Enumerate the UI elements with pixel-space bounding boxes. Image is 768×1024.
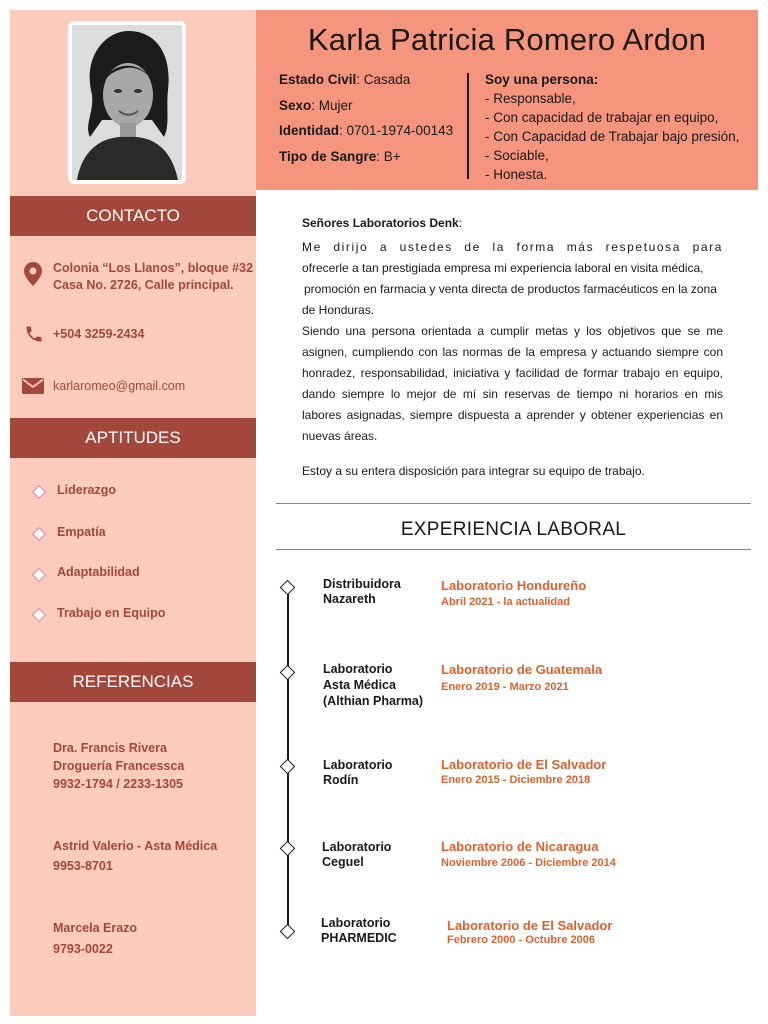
cover-letter	[302, 213, 723, 482]
letter-greeting	[302, 213, 723, 234]
diamond-node-icon	[280, 665, 296, 681]
divider-bottom	[276, 549, 751, 550]
experience-period: Abril 2021 - la actualidad	[441, 596, 570, 608]
referencias-header	[10, 662, 256, 702]
address-text	[53, 260, 253, 294]
experience-company	[323, 758, 392, 788]
trait-item: - Responsable,	[485, 91, 576, 106]
company-line: Nazareth	[323, 592, 376, 606]
profile-photo-frame	[68, 21, 186, 184]
diamond-node-icon	[280, 580, 296, 596]
diamond-node-icon	[280, 924, 296, 940]
phone-icon	[24, 324, 44, 344]
envelope-icon	[22, 378, 44, 394]
reference-phone: 9932-1794 / 2233-1305	[53, 777, 183, 791]
diamond-node-icon	[280, 841, 296, 857]
reference-phone: 9793-0022	[53, 942, 113, 956]
trait-item: - Con Capacidad de Trabajar bajo presión,	[485, 129, 740, 144]
identidad-value: : 0701-1974-00143	[339, 123, 454, 138]
profile-photo	[72, 25, 182, 180]
company-line: Laboratorio	[321, 916, 391, 930]
letter-p1-line3: promoción en farmacia y venta directa de productos farmacéuticos en la zona	[304, 282, 717, 296]
aptitude-item: Trabajo en Equipo	[57, 606, 166, 620]
sexo-label: Sexo	[279, 98, 312, 113]
sidebar	[10, 10, 256, 1016]
reference-item	[53, 836, 217, 876]
company-line: Laboratorio	[323, 758, 393, 772]
experience-period: Enero 2015 - Diciembre 2018	[441, 774, 591, 786]
estado-civil-value: : Casada	[356, 72, 411, 87]
letter-p1-line4: de Honduras.	[302, 303, 375, 317]
experience-company	[323, 661, 423, 709]
estado-civil-label: Estado Civil	[279, 72, 357, 87]
company-line: PHARMEDIC	[321, 931, 397, 945]
estado-civil-line	[279, 72, 410, 87]
reference-item	[53, 918, 137, 960]
referencias-title: REFERENCIAS	[72, 672, 194, 691]
header-divider	[467, 73, 469, 179]
company-line: Distribuidora	[323, 577, 401, 591]
company-line: Ceguel	[322, 855, 364, 869]
traits-title: Soy una persona:	[485, 72, 599, 87]
location-pin-icon	[24, 262, 42, 286]
reference-name: Dra. Francis Rivera	[53, 741, 167, 755]
letter-paragraph-3: Estoy a su entera disposición para integrar su equipo de trabajo.	[302, 464, 645, 478]
divider-top	[276, 503, 751, 504]
greeting-text: Señores Laboratorios Denk	[302, 216, 459, 230]
aptitude-item: Liderazgo	[57, 483, 117, 497]
aptitudes-title: APTITUDES	[85, 428, 181, 447]
address-line-1: Colonia “Los Llanos”, bloque #32	[53, 261, 254, 275]
company-line: Laboratorio	[322, 840, 392, 854]
sangre-line	[279, 149, 401, 164]
reference-name: Marcela Erazo	[53, 921, 138, 935]
reference-name: Astrid Valerio - Asta Médica	[53, 839, 218, 853]
reference-item	[53, 739, 184, 793]
contacto-title: CONTACTO	[86, 206, 180, 225]
identidad-line	[279, 123, 453, 138]
experience-role: Laboratorio de Nicaragua	[441, 839, 599, 854]
diamond-bullet-icon	[32, 568, 46, 582]
sangre-value: : B+	[376, 149, 401, 164]
address-line-2: Casa No. 2726, Calle principal.	[53, 278, 234, 292]
company-line: Rodín	[323, 773, 359, 787]
phone-text: +504 3259-2434	[53, 327, 145, 341]
experience-role: Laboratorio Hondureño	[441, 578, 587, 593]
letter-p1-line2: ofrecerle a tan prestigiada empresa mi experiencia laboral en visita médica,	[302, 261, 704, 275]
aptitude-item: Empatía	[57, 525, 106, 539]
aptitude-item: Adaptabilidad	[57, 565, 140, 579]
sangre-label: Tipo de Sangre	[279, 149, 377, 164]
diamond-node-icon	[280, 759, 296, 775]
aptitudes-header	[10, 418, 256, 458]
diamond-bullet-icon	[32, 485, 46, 499]
greeting-colon: :	[458, 216, 463, 230]
company-line: (Althian Pharma)	[323, 694, 424, 708]
trait-item: - Sociable,	[485, 148, 549, 163]
experience-company	[323, 577, 401, 607]
trait-item: - Honesta.	[485, 167, 548, 182]
experience-company	[322, 840, 391, 870]
experience-company	[321, 916, 397, 946]
diamond-bullet-icon	[32, 608, 46, 622]
experience-title: EXPERIENCIA LABORAL	[400, 519, 627, 540]
letter-paragraph-2: Siendo una persona orientada a cumplir metas y los objetivos que se me asignen, cumpliendo con las normas de la empresa y actuando siempre con honradez, responsabilidad, iniciativa y facilidad de formar trabajo en equipo, dando siempre lo mejor de mí sin reservas de tiempo ni horarios en mis labores asignadas, siempre dispuesta a aprender y obtener experiencias en nuevas áreas.	[302, 324, 723, 443]
traits-block	[485, 70, 739, 184]
email-text: karlaromeo@gmail.com	[53, 379, 186, 393]
reference-company: Droguería Francessca	[53, 759, 185, 773]
sexo-line	[279, 98, 353, 113]
company-line: Laboratorio	[323, 662, 393, 676]
diamond-bullet-icon	[32, 527, 46, 541]
candidate-name: Karla Patricia Romero Ardon	[307, 22, 707, 57]
experience-role: Laboratorio de Guatemala	[441, 662, 603, 677]
letter-p1-line1: Me dirijo a ustedes de la forma más respetuosa para	[302, 240, 723, 254]
experience-period: Noviembre 2006 - Diciembre 2014	[441, 857, 616, 869]
experience-period: Enero 2019 - Marzo 2021	[441, 681, 569, 693]
header	[256, 10, 758, 190]
sexo-value: : Mujer	[311, 98, 353, 113]
reference-phone: 9953-8701	[53, 859, 113, 873]
company-line: Asta Médica	[323, 678, 396, 692]
identidad-label: Identidad	[279, 123, 339, 138]
trait-item: - Con capacidad de trabajar en equipo,	[485, 110, 719, 125]
profile-photo-image	[72, 25, 182, 180]
contacto-header	[10, 196, 256, 236]
experience-period: Febrero 2000 - Octubre 2006	[447, 934, 595, 946]
experience-role: Laboratorio de El Salvador	[441, 757, 607, 772]
experience-role: Laboratorio de El Salvador	[447, 918, 613, 933]
